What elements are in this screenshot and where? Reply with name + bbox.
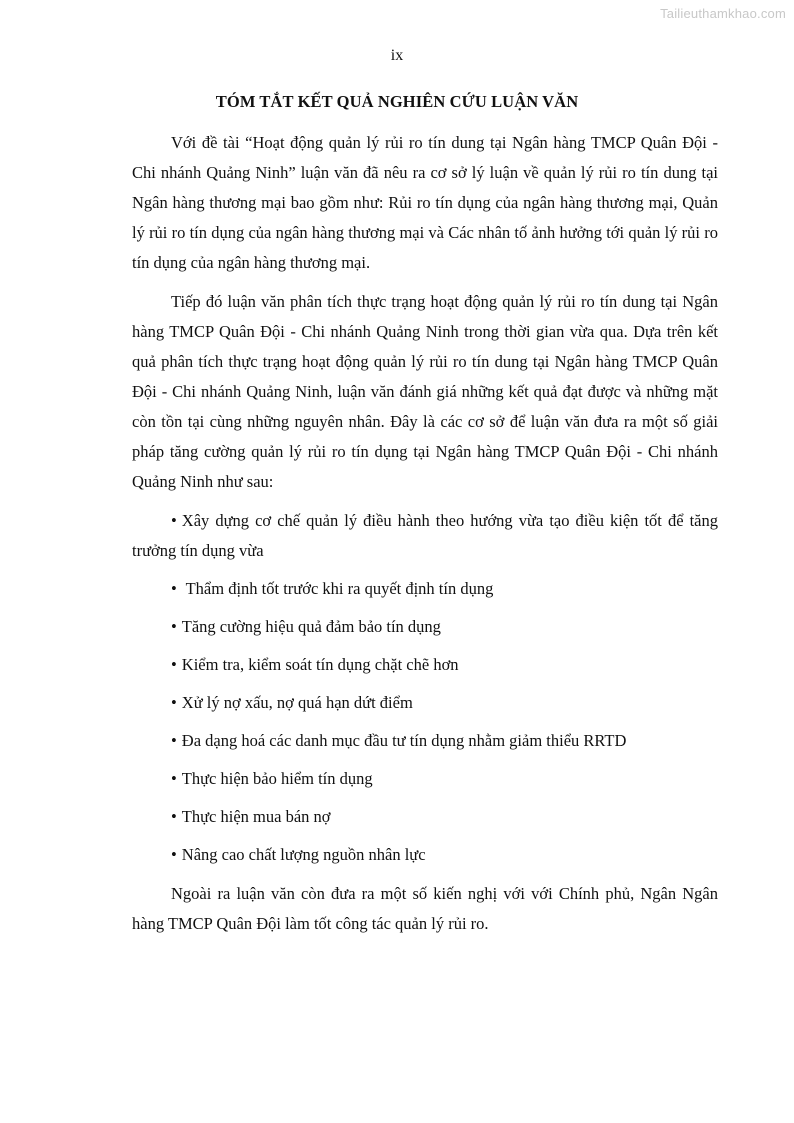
list-item-text: Đa dạng hoá các danh mục đầu tư tín dụng nhằm giảm thiểu RRTD (181, 731, 627, 750)
bullet-icon: • (171, 769, 177, 788)
paragraph-analysis: Tiếp đó luận văn phân tích thực trạng hoạt động quản lý rủi ro tín dung tại Ngân hàng TMCP Quân Đội - Chi nhánh Quảng Ninh trong thời gian vừa qua. Dựa trên kết quả phân tích thực trạng hoạt động quản lý rủi ro tín dung tại Ngân hàng TMCP Quân Đội - Chi nhánh Quảng Ninh, luận văn đánh giá những kết quả đạt được và những mặt còn tồn tại cùng những nguyên nhân. Đây là các cơ sở để luận văn đưa ra một số giải pháp tăng cường quản lý rủi ro tín dụng tại Ngân hàng TMCP Quân Đội - Chi nhánh Quảng Ninh như sau: (132, 292, 718, 491)
list-item-text: Thực hiện mua bán nợ (181, 807, 331, 826)
list-item (132, 802, 718, 832)
page-number: ix (390, 47, 404, 64)
bullet-icon: • (171, 845, 177, 864)
bullet-icon: • (171, 579, 177, 598)
list-item (132, 688, 718, 718)
bullet-icon: • (171, 511, 177, 530)
paragraph-intro: Với đề tài “Hoạt động quản lý rủi ro tín dung tại Ngân hàng TMCP Quân Đội - Chi nhánh Quảng Ninh” luận văn đã nêu ra cơ sở lý luận về quản lý rủi ro tín dung tại Ngân hàng thương mại bao gồm như: Rủi ro tín dụng của ngân hàng thương mại, Quản lý rủi ro tín dụng của ngân hàng thương mại và Các nhân tố ảnh hưởng tới quản lý rủi ro tín dụng của ngân hàng thương mại. (132, 133, 718, 272)
bullet-icon: • (171, 617, 177, 636)
bullet-icon: • (171, 693, 177, 712)
watermark-text: Tailieuthamkhao.com (660, 6, 786, 21)
list-item (132, 506, 718, 566)
bullet-icon: • (171, 807, 177, 826)
bullet-icon: • (171, 731, 177, 750)
list-item (132, 764, 718, 794)
list-item-text: Kiểm tra, kiểm soát tín dụng chặt chẽ hơn (181, 655, 459, 674)
page-title: TÓM TẮT KẾT QUẢ NGHIÊN CỨU LUẬN VĂN (215, 92, 579, 111)
list-item-text: Tăng cường hiệu quả đảm bảo tín dụng (181, 617, 441, 636)
list-item (132, 574, 718, 604)
list-item-text: Thực hiện bảo hiểm tín dụng (181, 769, 373, 788)
list-item-text: Nâng cao chất lượng nguồn nhân lực (181, 845, 426, 864)
solution-list (132, 506, 718, 870)
document-body (132, 128, 718, 948)
list-item (132, 840, 718, 870)
paragraph-recommendations: Ngoài ra luận văn còn đưa ra một số kiến nghị với với Chính phủ, Ngân Ngân hàng TMCP Quân Đội làm tốt công tác quản lý rủi ro. (132, 884, 718, 933)
bullet-icon: • (171, 655, 177, 674)
list-item (132, 612, 718, 642)
list-item-text: Xử lý nợ xấu, nợ quá hạn dứt điểm (181, 693, 413, 712)
list-item-text: Thẩm định tốt trước khi ra quyết định tín dụng (181, 579, 494, 598)
list-item (132, 650, 718, 680)
list-item (132, 726, 718, 756)
list-item-text: Xây dựng cơ chế quản lý điều hành theo hướng vừa tạo điều kiện tốt để tăng trưởng tín dụng vừa (132, 511, 718, 560)
